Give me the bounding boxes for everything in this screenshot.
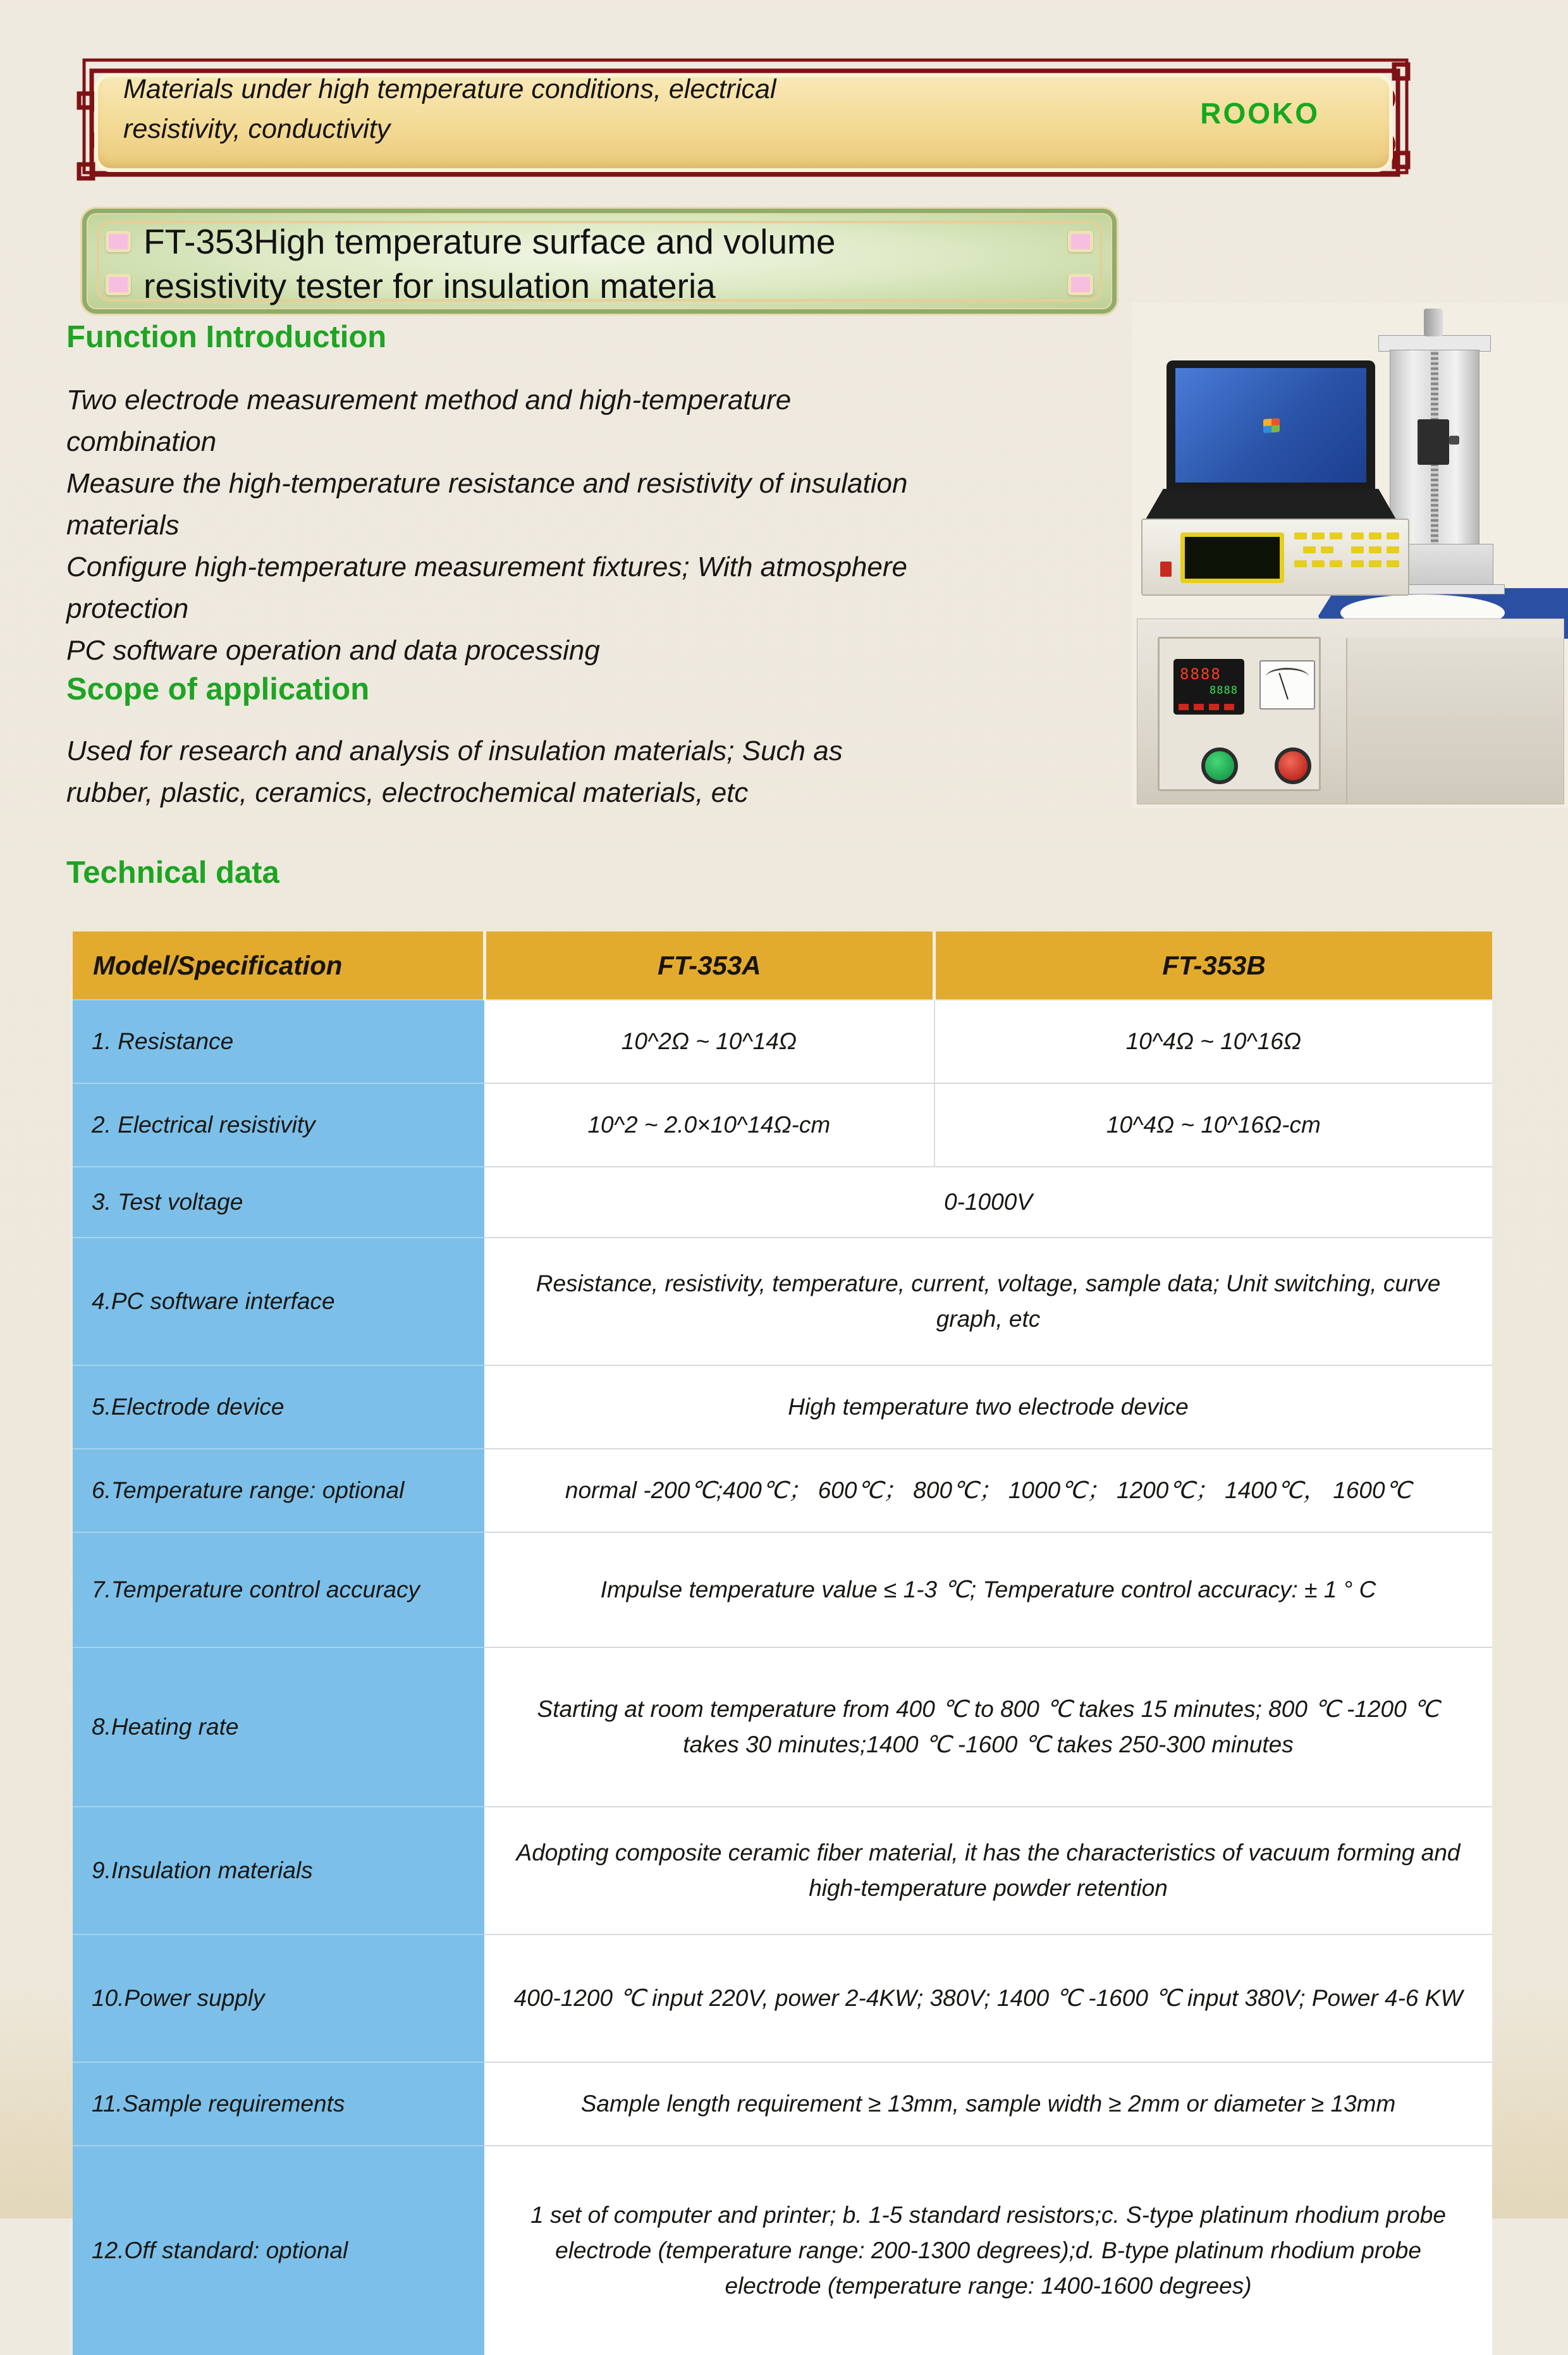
meter-button	[1387, 546, 1399, 553]
controller-green-digits: 8888	[1210, 684, 1238, 697]
meter-display	[1180, 532, 1284, 583]
scope-heading: Scope of application	[66, 672, 370, 706]
intro-line: PC software operation and data processing	[66, 635, 600, 666]
meter-scale-arc	[1266, 668, 1309, 686]
furnace-side-panel	[1346, 638, 1564, 804]
spec-label: 2. Electrical resistivity	[73, 1083, 484, 1167]
meter-button	[1351, 546, 1364, 553]
col-header-ft353a: FT-353A	[484, 932, 934, 1000]
function-introduction-heading: Function Introduction	[66, 320, 387, 354]
intro-line: Two electrode measurement method and high-temperature	[66, 384, 792, 415]
product-photo	[1132, 302, 1568, 808]
banner-title-line1: Materials under high temperature conditions, electrical	[123, 74, 776, 104]
spec-value-b: 10^4Ω ~ 10^16Ω	[934, 1000, 1492, 1083]
table-row	[73, 1167, 1492, 1238]
laptop-keyboard	[1146, 489, 1396, 519]
brand-logo: ROOKO	[1200, 97, 1320, 130]
resistance-meter-unit	[1141, 519, 1409, 596]
spec-label: 10.Power supply	[73, 1934, 484, 2062]
product-title	[144, 219, 1079, 308]
intro-line: protection	[66, 593, 189, 624]
meter-button	[1369, 560, 1381, 567]
z-stage-slider-block	[1418, 419, 1449, 465]
spec-table	[73, 932, 1492, 2355]
table-row	[73, 1934, 1492, 2062]
header-banner	[73, 58, 1414, 183]
start-button	[1201, 747, 1238, 784]
control-cabinet-door	[1158, 637, 1321, 791]
col-header-ft353b: FT-353B	[934, 932, 1492, 1000]
spec-value: 400-1200 ℃ input 220V, power 2-4KW; 380V; 1400 ℃ -1600 ℃ input 380V; Power 4-6 KW	[484, 1934, 1492, 2062]
spec-value-a: 10^2Ω ~ 10^14Ω	[484, 1000, 934, 1083]
meter-button	[1330, 532, 1342, 539]
meter-button	[1312, 532, 1325, 539]
spec-label: 5.Electrode device	[73, 1365, 484, 1449]
table-row	[73, 1807, 1492, 1934]
spec-value-b: 10^4Ω ~ 10^16Ω-cm	[934, 1083, 1492, 1167]
table-row	[73, 2062, 1492, 2146]
stop-button	[1275, 747, 1311, 784]
spec-value: High temperature two electrode device	[484, 1365, 1492, 1449]
analog-meter	[1259, 660, 1315, 710]
spec-table-header-row	[73, 932, 1492, 1000]
intro-line: Measure the high-temperature resistance and resistivity of insulation	[66, 468, 908, 499]
spec-label: 11.Sample requirements	[73, 2062, 484, 2146]
product-title-line1: FT-353High temperature surface and volume	[144, 222, 836, 261]
table-row	[73, 1238, 1492, 1365]
spec-value: normal -200℃;400℃； 600℃； 800℃； 1000℃； 1200℃； 1400℃， 1600℃	[484, 1449, 1492, 1532]
table-row	[73, 1083, 1492, 1167]
table-row	[73, 1000, 1492, 1083]
spec-label: 3. Test voltage	[73, 1167, 484, 1238]
z-stage-motor-knob	[1424, 309, 1443, 336]
meter-button	[1321, 546, 1333, 553]
meter-button	[1330, 560, 1342, 567]
spec-label: 8.Heating rate	[73, 1647, 484, 1807]
meter-button	[1303, 546, 1316, 553]
controller-red-digits: 8888	[1180, 665, 1222, 683]
meter-button	[1294, 560, 1307, 567]
spec-value: 0-1000V	[484, 1167, 1492, 1238]
banner-title-line2: resistivity, conductivity	[123, 114, 391, 144]
product-title-bar	[82, 209, 1117, 314]
table-row	[73, 1532, 1492, 1647]
meter-button	[1369, 546, 1381, 553]
spec-value: Starting at room temperature from 400 ℃ to 800 ℃ takes 15 minutes; 800 ℃ -1200 ℃ takes 30 minutes;1400 ℃ -1600 ℃ takes 250-300 minutes	[484, 1647, 1492, 1807]
laptop-screen	[1167, 360, 1375, 490]
meter-button	[1294, 532, 1307, 539]
spec-label: 6.Temperature range: optional	[73, 1449, 484, 1532]
spec-value: Impulse temperature value ≤ 1-3 ℃; Temperature control accuracy: ± 1 ° C	[484, 1532, 1492, 1647]
spec-label: 9.Insulation materials	[73, 1807, 484, 1934]
meter-button	[1387, 560, 1399, 567]
meter-button	[1351, 532, 1364, 539]
spec-value: Adopting composite ceramic fiber material, it has the characteristics of vacuum forming and high-temperature powder retention	[484, 1807, 1492, 1934]
scope-line: rubber, plastic, ceramics, electrochemical materials, etc	[66, 777, 749, 808]
table-row	[73, 1647, 1492, 1807]
temperature-controller	[1173, 659, 1244, 715]
laptop-display	[1175, 368, 1366, 483]
function-introduction-text	[66, 379, 907, 672]
meter-button	[1312, 560, 1325, 567]
spec-value-a: 10^2 ~ 2.0×10^14Ω-cm	[484, 1083, 934, 1167]
pin-icon	[106, 274, 131, 295]
intro-line: materials	[66, 510, 180, 541]
table-row	[73, 1449, 1492, 1532]
product-title-line2: resistivity tester for insulation materia	[144, 266, 716, 305]
table-row	[73, 1365, 1492, 1449]
controller-buttons	[1179, 704, 1239, 710]
meter-button	[1387, 532, 1399, 539]
spec-label: 1. Resistance	[73, 1000, 484, 1083]
intro-line: combination	[66, 426, 217, 457]
technical-data-heading: Technical data	[66, 856, 279, 890]
intro-line: Configure high-temperature measurement fixtures; With atmosphere	[66, 551, 907, 582]
furnace-body	[1137, 618, 1564, 804]
table-row	[73, 2146, 1492, 2355]
spec-label: 12.Off standard: optional	[73, 2146, 484, 2355]
col-header-model: Model/Specification	[73, 932, 484, 1000]
meter-button	[1351, 560, 1364, 567]
spec-value: 1 set of computer and printer; b. 1-5 standard resistors;c. S-type platinum rhodium probe electrode (temperature range: 200-1300 degrees);d. B-type platinum rhodium probe electrode (temperature range: 1400-1600 degrees)	[484, 2146, 1492, 2355]
spec-value: Resistance, resistivity, temperature, current, voltage, sample data; Unit switching, curve graph, etc	[484, 1238, 1492, 1365]
spec-value: Sample length requirement ≥ 13mm, sample width ≥ 2mm or diameter ≥ 13mm	[484, 2062, 1492, 2146]
spec-label: 7.Temperature control accuracy	[73, 1532, 484, 1647]
scope-line: Used for research and analysis of insulation materials; Such as	[66, 735, 843, 766]
pin-icon	[106, 231, 131, 252]
banner-title	[123, 70, 1110, 149]
windows-logo-icon	[1263, 418, 1280, 433]
scope-text	[66, 730, 843, 814]
spec-label: 4.PC software interface	[73, 1238, 484, 1365]
meter-button	[1369, 532, 1381, 539]
meter-power-button	[1160, 562, 1172, 577]
